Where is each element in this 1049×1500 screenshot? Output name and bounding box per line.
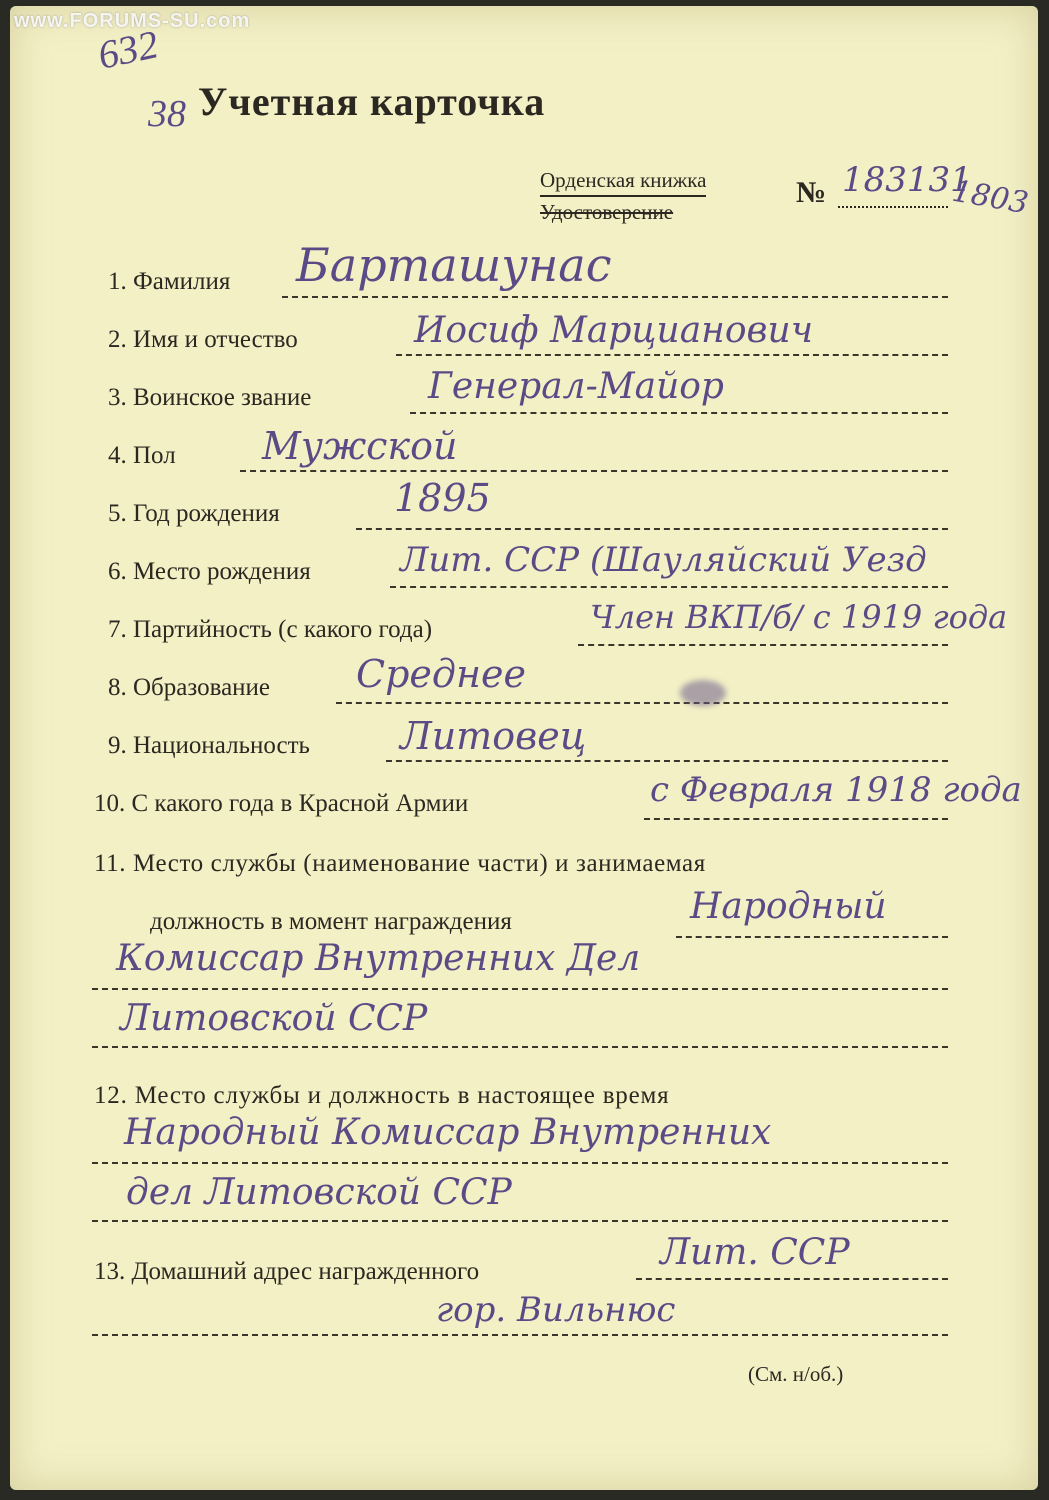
field-surname-value: Барташунас [296,238,612,292]
field-name-value: Иосиф Марцианович [414,310,814,351]
field-name-line [396,354,948,356]
certificate-label-struck: Удостоверение [540,200,674,224]
see-reverse-note: (См. н/об.) [748,1362,844,1386]
archive-number: 632 [93,21,163,78]
field-current-service-label: 12. Место службы и должность в настоящее время [94,1082,670,1109]
field-sex-label: 4. Пол [108,442,176,469]
field-nationality-line [386,760,948,762]
field-rank-value: Генерал-Майор [428,366,724,407]
field-name-label: 2. Имя и отчество [108,326,298,353]
field-education-label: 8. Образование [108,674,271,701]
field-service-label-line1: 11. Место службы (наименование части) и занимаемая [94,850,706,877]
field-service-value-line1: Народный [690,886,887,927]
field-party-label: 7. Партийность (с какого года) [108,616,433,643]
watermark: www.FORUMS-SU.com [14,10,251,32]
field-birthplace-label: 6. Место рождения [108,558,311,585]
field-rank-label: 3. Воинское звание [108,384,312,411]
field-service-value-line3: Литовской ССР [120,998,428,1039]
booklet-number-line [838,206,948,208]
field-birth-year-value: 1895 [394,476,491,520]
field-nationality-value: Литовец [400,714,587,758]
field-current-service-line2 [92,1220,948,1222]
field-service-line2 [92,988,948,990]
field-sex-line [240,470,948,472]
field-nationality-label: 9. Национальность [108,732,310,759]
field-current-service-value-line2: дел Литовской ССР [126,1172,512,1213]
field-service-line1 [676,936,948,938]
field-sex-value: Мужской [262,424,458,468]
field-service-line3 [92,1046,948,1048]
field-current-service-value-line1: Народный Комиссар Внутренних [124,1112,772,1153]
field-birth-year-line [356,528,948,530]
field-party-value: Член ВКП/б/ с 1919 года [590,598,1008,636]
ink-stain [680,680,726,706]
field-education-value: Среднее [356,652,526,696]
field-army-since-line [644,818,948,820]
field-current-service-line1 [92,1162,948,1164]
field-address-label: 13. Домашний адрес награжденного [94,1258,480,1285]
booklet-number-suffix: 1803 [949,173,1031,222]
booklet-number-value: 183131 [842,160,972,200]
field-service-value-line2: Комиссар Внутренних Дел [116,938,641,979]
field-surname-line [282,296,948,298]
field-birth-year-label: 5. Год рождения [108,500,280,527]
field-address-value-line1: Лит. ССР [660,1232,850,1273]
number-sign: № [796,176,827,209]
field-surname-label: 1. Фамилия [108,268,231,295]
field-birthplace-value: Лит. ССР (Шауляйский Уезд [400,540,927,580]
field-address-line2 [92,1334,948,1336]
field-birthplace-line [390,586,948,588]
field-education-line [336,702,948,704]
archive-sub-number: 38 [148,93,186,135]
field-army-since-value: с Февраля 1918 года [650,770,1022,810]
field-address-line1 [636,1278,948,1280]
field-service-label-line2: должность в момент награждения [150,908,512,935]
card-title: Учетная карточка [198,79,546,124]
field-army-since-label: 10. С какого года в Красной Армии [94,790,469,817]
field-party-line [578,644,948,646]
field-address-value-line2: гор. Вильнюс [436,1290,676,1330]
field-rank-line [410,412,948,414]
order-booklet-label: Орденская книжка [540,168,706,197]
